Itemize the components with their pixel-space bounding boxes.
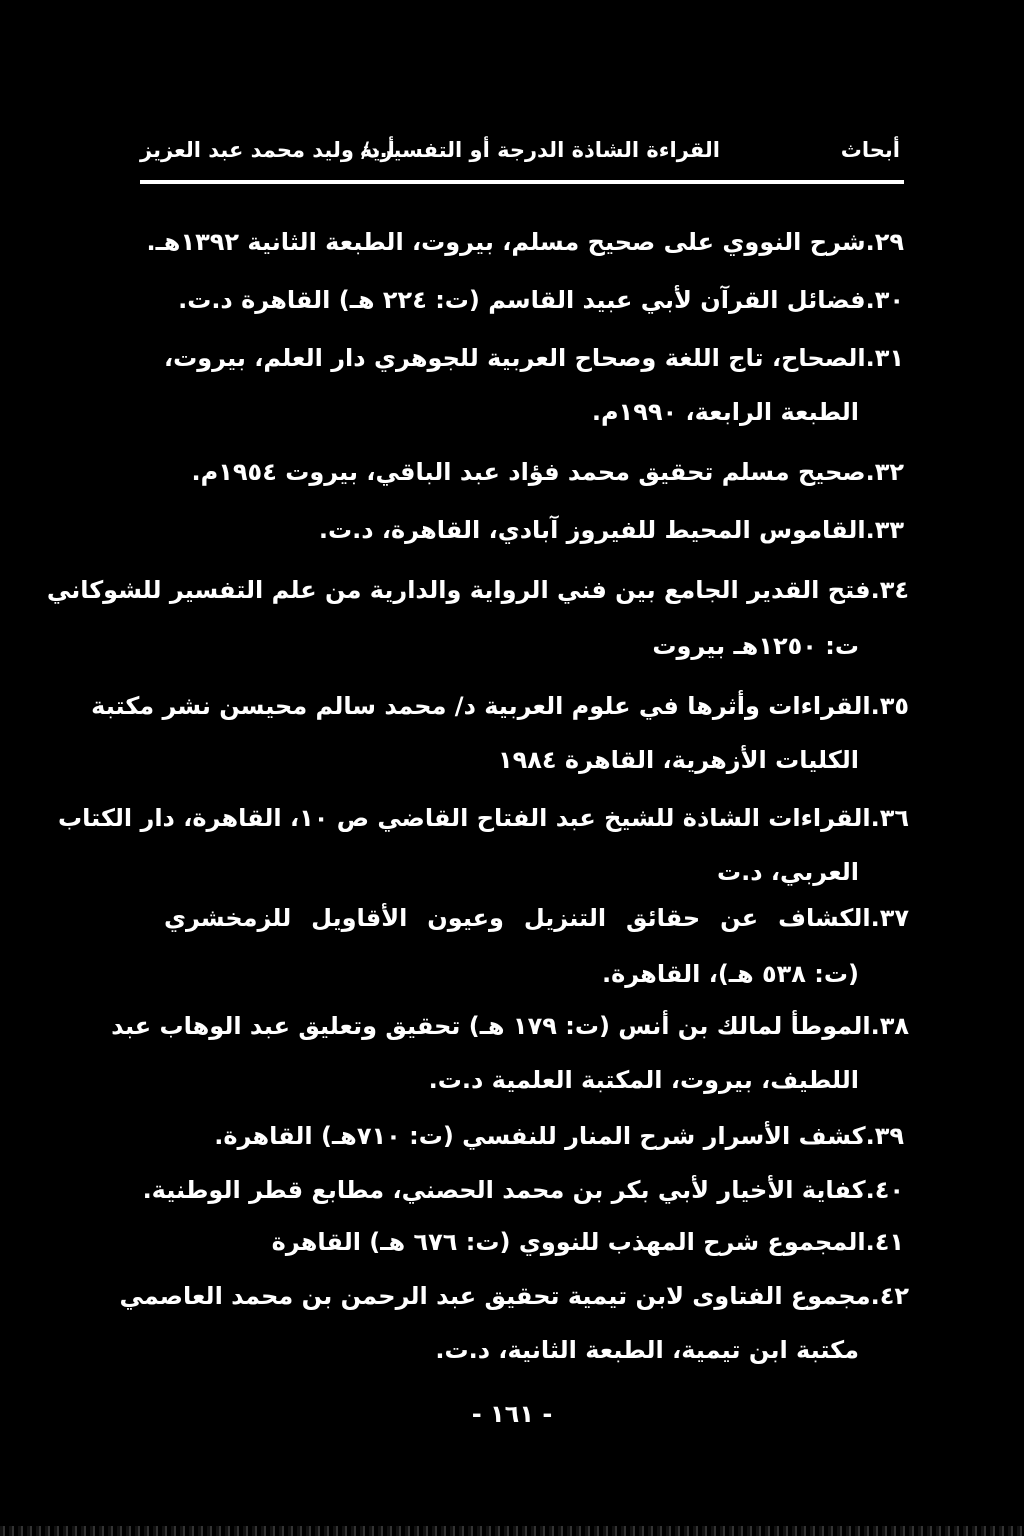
reference-line: ٣٦.القراءات الشاذة للشيخ عبد الفتاح القاضي ص ١٠، القاهرة، دار الكتاب [58, 804, 909, 832]
reference-line: الطبعة الرابعة، ١٩٩٠م. [591, 398, 859, 426]
page-number: - ١٦١ - [471, 1400, 553, 1428]
reference-line: ٣٠.فضائل القرآن لأبي عبيد القاسم (ت: ٢٢٤ هـ) القاهرة د.ت. [178, 286, 904, 314]
reference-line: (ت: ٥٣٨ هـ)، القاهرة. [601, 960, 859, 988]
reference-line: ٢٩.شرح النووي على صحيح مسلم، بيروت، الطبعة الثانية ١٣٩٢هـ. [146, 228, 904, 256]
reference-line: ٣٧.الكشاف عن حقائق التنزيل وعيون الأقاويل للزمخشري [164, 904, 909, 932]
reference-line: اللطيف، بيروت، المكتبة العلمية د.ت. [428, 1066, 859, 1094]
reference-line: ٣٥.القراءات وأثرها في علوم العربية د/ محمد سالم محيسن نشر مكتبة [91, 692, 909, 720]
reference-line: ٤٢.مجموع الفتاوى لابن تيمية تحقيق عبد الرحمن بن محمد العاصمي [119, 1282, 909, 1310]
header-section-title: أبحاث [840, 138, 900, 162]
reference-line: ٣٨.الموطأ لمالك بن أنس (ت: ١٧٩ هـ) تحقيق وتعليق عبد الوهاب عبد [111, 1012, 909, 1040]
reference-line: ٣٢.صحيح مسلم تحقيق محمد فؤاد عبد الباقي، بيروت ١٩٥٤م. [191, 458, 904, 486]
reference-line: العربي، د.ت [716, 858, 859, 886]
reference-line: ٣١.الصحاح، تاج اللغة وصحاح العربية للجوهري دار العلم، بيروت، [164, 344, 904, 372]
reference-line: الكليات الأزهرية، القاهرة ١٩٨٤ [497, 746, 859, 774]
reference-line: ٣٣.القاموس المحيط للفيروز آبادي، القاهرة، د.ت. [318, 516, 904, 544]
header-rule [140, 180, 904, 184]
reference-line: ٣٩.كشف الأسرار شرح المنار للنفسي (ت: ٧١٠هـ) القاهرة. [214, 1122, 904, 1150]
header-book-title: القراءة الشاذة الدرجة أو التفسيرية [359, 138, 720, 162]
reference-line: مكتبة ابن تيمية، الطبعة الثانية، د.ت. [435, 1336, 859, 1364]
reference-line: ٣٤.فتح القدير الجامع بين فني الرواية والدارية من علم التفسير للشوكاني [46, 576, 909, 604]
header-author: أ.د/ وليد محمد عبد العزيز [140, 138, 395, 162]
reference-line: ٤١.المجموع شرح المهذب للنووي (ت: ٦٧٦ هـ) القاهرة [271, 1228, 904, 1256]
reference-line: ٤٠.كفاية الأخيار لأبي بكر بن محمد الحصني، مطابع قطر الوطنية. [142, 1176, 904, 1204]
scan-edge [0, 1526, 1024, 1536]
reference-line: ت: ١٢٥٠هـ بيروت [652, 632, 859, 660]
page-header [140, 138, 900, 178]
